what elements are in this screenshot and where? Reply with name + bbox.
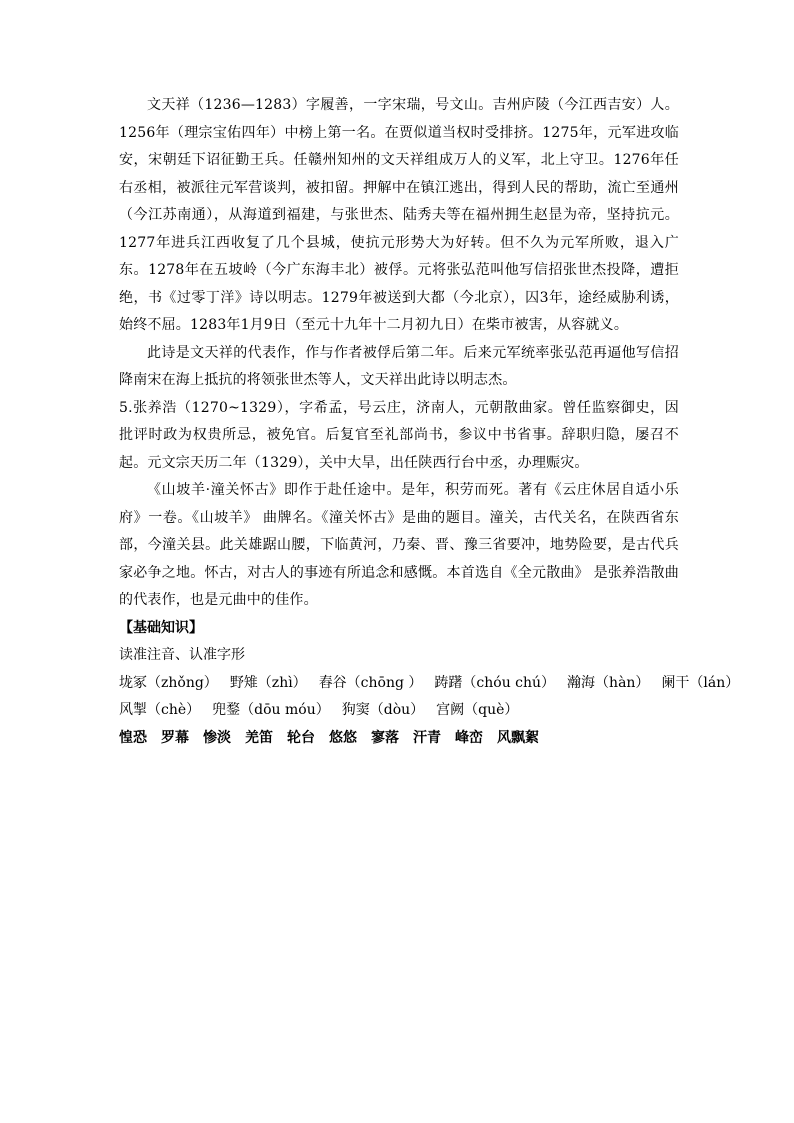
pinyin-item: 舂谷（chōng ） [318, 674, 423, 691]
paragraph-poem-context: 此诗是文天祥的代表作，作与作者被俘后第二年。后来元军统率张弘范再逼他写信招降南宋在海上抵抗的将领张世杰等人，文天祥出此诗以明志杰。 [119, 344, 679, 388]
paragraph-wen-tianxiang-bio: 文天祥（1236—1283）字履善，一字宋瑞，号文山。吉州庐陵（今江西吉安）人。1256年（理宗宝佑四年）中榜上第一名。在贾似道当权时受排挤。1275年，元军进攻临安，宋朝廷下诏征勤王兵。任赣州知州的文天祥组成万人的义军，北上守卫。1276年任右丞相，被派往元军营谈判，被扣留。押解中在镇江逃出，得到人民的帮助，流亡至通州（今江苏南通），从海道到福建，与张世杰、陆秀夫等在福州拥生赵昰为帝，坚持抗元。1277年进兵江西收复了几个县城，使抗元形势大为好转。但不久为元军所败，退入广东。1278年在五坡岭（今广东海丰北）被俘。元将张弘范叫他写信招张世杰投降，遭拒绝，书《过零丁洋》诗以明志。1279年被送到大都（今北京），囚3年，途经威胁利诱，始终不屈。1283年1月9日（至元十九年十二月初九日）在柴市被害，从容就义。 [119, 97, 679, 333]
pinyin-item: 阑干（lán） [661, 674, 740, 691]
vocab-word: 惨淡 [203, 729, 231, 746]
vocab-word: 峰峦 [455, 729, 483, 746]
vocab-word: 风飘絮 [497, 729, 539, 746]
vocab-word: 寥落 [371, 729, 399, 746]
paragraph-zhang-yanghao-bio: 5.张养浩（1270~1329），字希孟，号云庄，济南人，元朝散曲家。曾任监察御史，因批评时政为权贵所忌，被免官。后复官至礼部尚书，参议中书省事。辞职归隐，屡召不起。元文宗天历二年（1329），关中大旱，出任陕西行台中丞，办理赈灾。 [119, 399, 679, 471]
section-heading: 【基础知识】 [119, 619, 203, 636]
vocab-word: 罗幕 [161, 729, 189, 746]
vocab-word: 汗青 [413, 729, 441, 746]
document-page [119, 92, 740, 752]
pinyin-item: 狗窦（dòu） [341, 702, 425, 718]
vocab-word: 轮台 [287, 729, 315, 746]
pinyin-item: 宫阙（què） [436, 702, 519, 718]
pinyin-item: 野雉（zhì） [229, 674, 307, 691]
paragraph-shanpoyang-intro: 《山坡羊·潼关怀古》即作于赴任途中。是年，积劳而死。著有《云庄休居自适小乐府》一卷。《山坡羊》 曲牌名。《潼关怀古》是曲的题目。潼关，古代关名，在陕西省东部，今潼关县。此关雄踞山腰，下临黄河，乃秦、晋、豫三省要冲，地势险要，是古代兵家必争之地。怀古，对古人的事迹有所追念和感慨。本首选自《全元散曲》 是张养浩散曲的代表作，也是元曲中的佳作。 [119, 482, 679, 608]
pinyin-item: 风掣（chè） [119, 702, 201, 718]
vocab-word: 羌笛 [245, 729, 273, 746]
pinyin-item: 兜鍪（dōu móu） [212, 702, 330, 718]
section-subheading: 读准注音、认准字形 [119, 647, 245, 663]
vocab-word: 悠悠 [329, 729, 357, 746]
pinyin-item: 踌躇（chóu chú） [434, 674, 556, 691]
pinyin-item: 垅冢（zhǒng） [119, 674, 218, 691]
bold-word-row [119, 725, 679, 753]
pinyin-row-1 [119, 670, 740, 698]
vocab-word: 惶恐 [119, 729, 147, 746]
pinyin-row-2 [119, 697, 679, 725]
pinyin-item: 瀚海（hàn） [567, 674, 650, 691]
